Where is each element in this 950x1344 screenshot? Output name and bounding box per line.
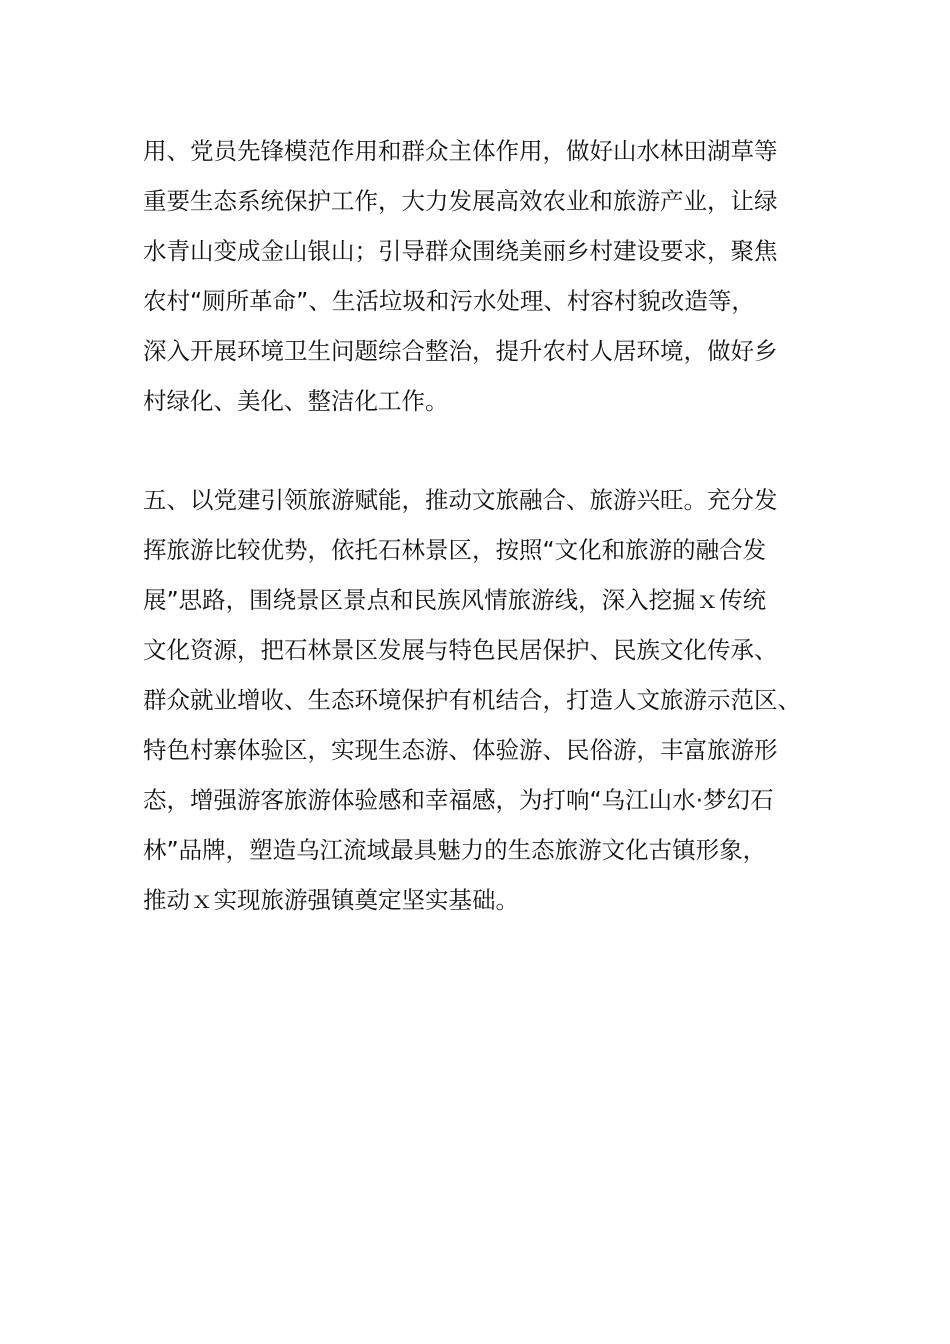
- text-line: 农村“厕所革命”、生活垃圾和污水处理、村容村貌改造等，: [143, 287, 755, 315]
- text-line: 态，增强游客旅游体验感和幸福感，为打响“乌江山水·梦幻石: [143, 786, 774, 814]
- text-line: 用、党员先锋模范作用和群众主体作用，做好山水林田湖草等: [143, 137, 778, 165]
- text-line: 群众就业增收、生态环境保护有机结合，打造人文旅游示范区、: [143, 686, 801, 714]
- text-line: 深入开展环境卫生问题综合整治，提升农村人居环境，做好乡: [143, 337, 778, 365]
- text-line: 推动ｘ实现旅游强镇奠定坚实基础。: [143, 886, 519, 914]
- text-line: 五、以党建引领旅游赋能，推动文旅融合、旅游兴旺。充分发: [143, 486, 778, 514]
- text-line: 展”思路，围绕景区景点和民族风情旅游线，深入挖掘ｘ传统: [143, 586, 767, 614]
- paragraph-tourism: [143, 475, 843, 925]
- paragraph-ecology: [143, 126, 843, 426]
- text-line: 水青山变成金山银山；引导群众围绕美丽乡村建设要求，聚焦: [143, 237, 778, 265]
- text-line: 特色村寨体验区，实现生态游、体验游、民俗游，丰富旅游形: [143, 736, 778, 764]
- text-line: 林”品牌，塑造乌江流域最具魅力的生态旅游文化古镇形象，: [143, 836, 767, 864]
- text-line: 村绿化、美化、整洁化工作。: [143, 387, 449, 415]
- text-line: 文化资源，把石林景区发展与特色民居保护、民族文化传承、: [143, 636, 778, 664]
- text-line: 挥旅游比较优势，依托石林景区，按照“文化和旅游的融合发: [143, 536, 767, 564]
- text-line: 重要生态系统保护工作，大力发展高效农业和旅游产业，让绿: [143, 187, 778, 215]
